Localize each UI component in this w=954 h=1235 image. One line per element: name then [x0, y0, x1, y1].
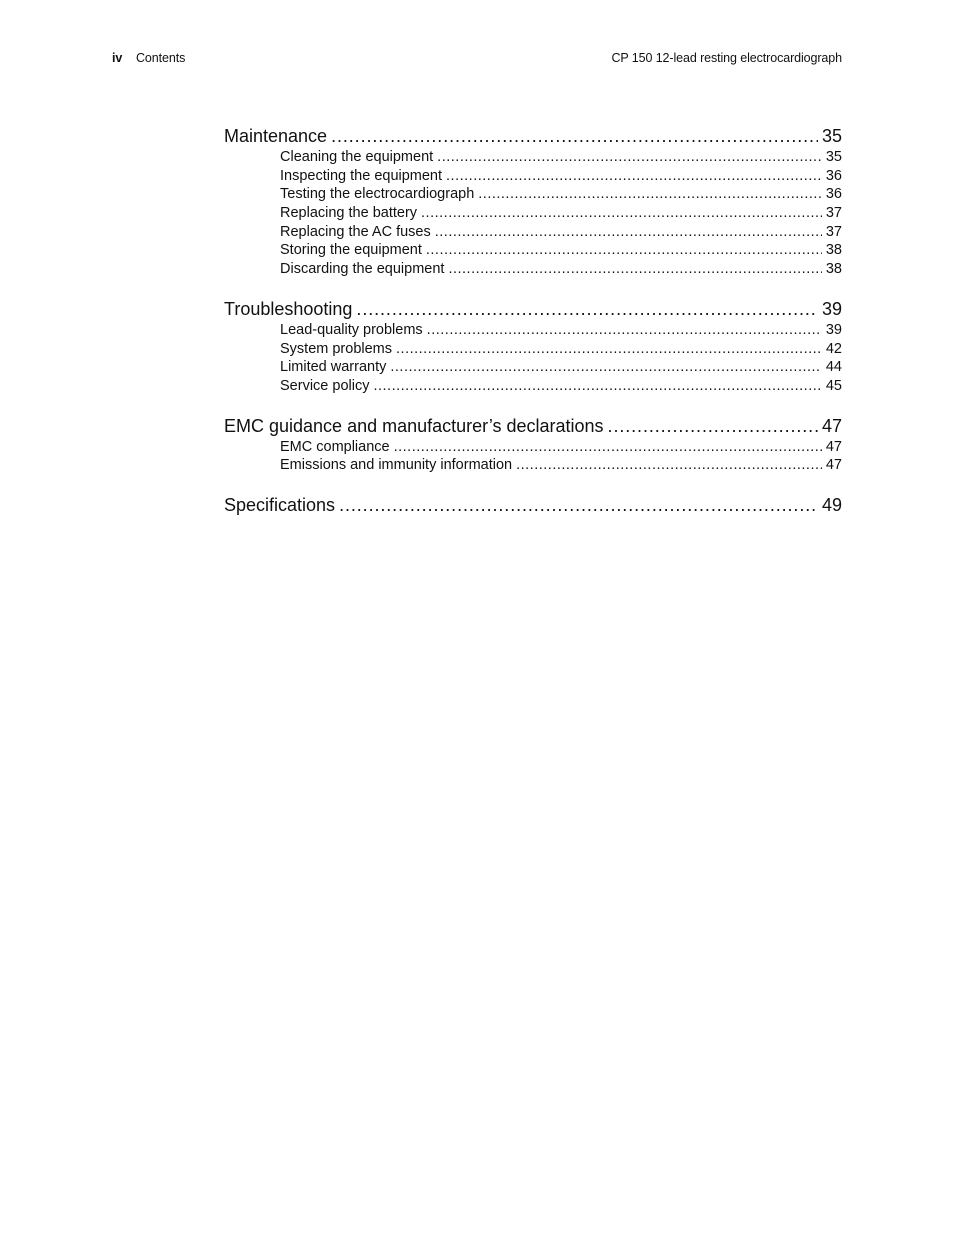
toc-subentry-list [280, 438, 842, 475]
toc-subentry-title: Emissions and immunity information [280, 457, 513, 474]
toc-subentry[interactable] [280, 148, 842, 167]
dot-leader [394, 438, 822, 457]
page-header [112, 49, 842, 67]
toc-subentry-title: EMC compliance [280, 438, 390, 455]
toc-section-troubleshooting [224, 297, 842, 396]
toc-subentry-title: Limited warranty [280, 359, 387, 376]
toc-subentry-page: 47 [825, 438, 842, 455]
toc-subentry[interactable] [280, 185, 842, 204]
toc-subentry[interactable] [280, 377, 842, 396]
toc-heading-title: EMC guidance and manufacturer’s declarations [224, 415, 604, 436]
toc-heading[interactable] [224, 414, 842, 438]
toc-section-specifications [224, 493, 842, 517]
dot-leader [516, 456, 822, 475]
toc-heading-title: Specifications [224, 494, 336, 515]
toc-subentry-title: Storing the equipment [280, 242, 422, 259]
page-number: iv [112, 51, 123, 65]
toc-subentry-page: 37 [825, 223, 842, 240]
toc-subentry[interactable] [280, 321, 842, 340]
dot-leader [608, 414, 818, 438]
toc-subentry-page: 47 [825, 457, 842, 474]
toc-subentry-title: System problems [280, 340, 393, 357]
toc-subentry[interactable] [280, 204, 842, 223]
toc-subentry[interactable] [280, 340, 842, 359]
dot-leader [478, 185, 822, 204]
dot-leader [373, 377, 821, 396]
toc-subentry-page: 36 [825, 186, 842, 203]
toc-subentry-title: Replacing the battery [280, 205, 418, 222]
toc-heading-title: Troubleshooting [224, 298, 353, 319]
toc-subentry-title: Discarding the equipment [280, 261, 445, 278]
dot-leader [339, 493, 818, 517]
toc-subentry-page: 36 [825, 167, 842, 184]
toc-subentry[interactable] [280, 223, 842, 242]
toc-subentry-page: 39 [825, 321, 842, 338]
running-section-title: Contents [136, 51, 186, 65]
dot-leader [331, 124, 818, 148]
toc-subentry-list [280, 148, 842, 279]
toc-section-maintenance [224, 124, 842, 279]
table-of-contents [224, 124, 842, 535]
toc-subentry-title: Lead-quality problems [280, 321, 423, 338]
toc-heading-title: Maintenance [224, 126, 328, 146]
toc-subentry-page: 42 [825, 340, 842, 357]
toc-subentry-title: Inspecting the equipment [280, 167, 443, 184]
toc-subentry-title: Replacing the AC fuses [280, 223, 431, 240]
toc-heading[interactable] [224, 124, 842, 148]
toc-subentry[interactable] [280, 438, 842, 457]
dot-leader [356, 297, 818, 321]
toc-subentry-page: 38 [825, 261, 842, 278]
toc-heading-page: 47 [821, 415, 842, 436]
toc-heading-page: 49 [821, 494, 842, 515]
running-document-title: CP 150 12-lead resting electrocardiograph [611, 51, 842, 65]
toc-subentry-page: 35 [825, 149, 842, 165]
dot-leader [390, 358, 821, 377]
toc-subentry-title: Service policy [280, 377, 370, 394]
toc-subentry-title: Cleaning the equipment [280, 149, 434, 165]
dot-leader [446, 167, 822, 186]
dot-leader [448, 260, 821, 279]
dot-leader [421, 204, 822, 223]
dot-leader [396, 340, 822, 359]
toc-subentry-page: 44 [825, 359, 842, 376]
dot-leader [437, 148, 822, 167]
dot-leader [427, 321, 822, 340]
toc-subentry[interactable] [280, 167, 842, 186]
dot-leader [435, 223, 822, 242]
toc-subentry-page: 45 [825, 377, 842, 394]
toc-subentry-title: Testing the electrocardiograph [280, 186, 475, 203]
toc-subentry[interactable] [280, 260, 842, 279]
toc-subentry-page: 38 [825, 242, 842, 259]
toc-subentry-list [280, 321, 842, 396]
toc-heading-page: 39 [821, 298, 842, 319]
toc-subentry-page: 37 [825, 205, 842, 222]
toc-subentry[interactable] [280, 358, 842, 377]
toc-heading[interactable] [224, 493, 842, 517]
toc-heading[interactable] [224, 297, 842, 321]
dot-leader [426, 241, 822, 260]
toc-heading-page: 35 [821, 126, 842, 146]
toc-subentry[interactable] [280, 241, 842, 260]
toc-subentry[interactable] [280, 456, 842, 475]
toc-section-emc-guidance [224, 414, 842, 475]
